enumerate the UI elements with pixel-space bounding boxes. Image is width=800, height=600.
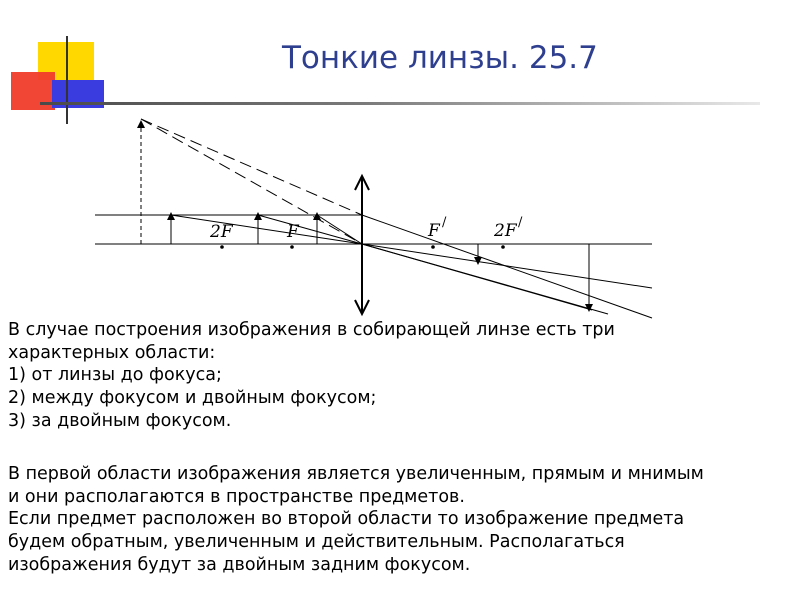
label-f-prime: F xyxy=(428,221,440,241)
text-block-explanation xyxy=(8,463,798,577)
prime-mark-1: / xyxy=(442,215,447,230)
text-line: характерных области: xyxy=(8,342,216,363)
text-line: 2) между фокусом и двойным фокусом; xyxy=(8,388,377,409)
text-line: и они располагаются в пространстве предметов. xyxy=(8,486,465,507)
ray-object-2 xyxy=(258,215,362,244)
label-f: F xyxy=(287,222,299,242)
virtual-ray-1 xyxy=(141,119,362,215)
point-f-prime xyxy=(431,245,435,249)
text-block-regions xyxy=(8,319,798,433)
text-line: 1) от линзы до фокуса; xyxy=(8,365,222,386)
text-line: 3) за двойным фокусом. xyxy=(8,410,232,431)
virtual-ray-2 xyxy=(141,119,362,244)
text-line: будем обратным, увеличенным и действительным. Располагаться xyxy=(8,532,625,553)
point-2f-prime xyxy=(501,245,505,249)
text-line: Если предмет расположен во второй области то изображение предмета xyxy=(8,509,685,530)
text-line: В первой области изображения является увеличенным, прямым и мнимым xyxy=(8,464,704,484)
text-line: изображения будут за двойным задним фокусом. xyxy=(8,554,471,575)
ray-object-1 xyxy=(171,215,362,244)
label-2f-prime: 2F xyxy=(494,221,517,241)
label-2f: 2F xyxy=(210,222,233,242)
point-f xyxy=(290,245,294,249)
prime-mark-2: / xyxy=(518,215,523,230)
point-2f xyxy=(220,245,224,249)
page-title: Тонкие линзы. 25.7 xyxy=(282,40,598,76)
continued-ray-1 xyxy=(362,244,652,288)
continued-ray-3 xyxy=(362,244,592,310)
text-line: В случае построения изображения в собирающей линзе есть три xyxy=(8,320,615,340)
ray-object-3 xyxy=(317,215,362,244)
